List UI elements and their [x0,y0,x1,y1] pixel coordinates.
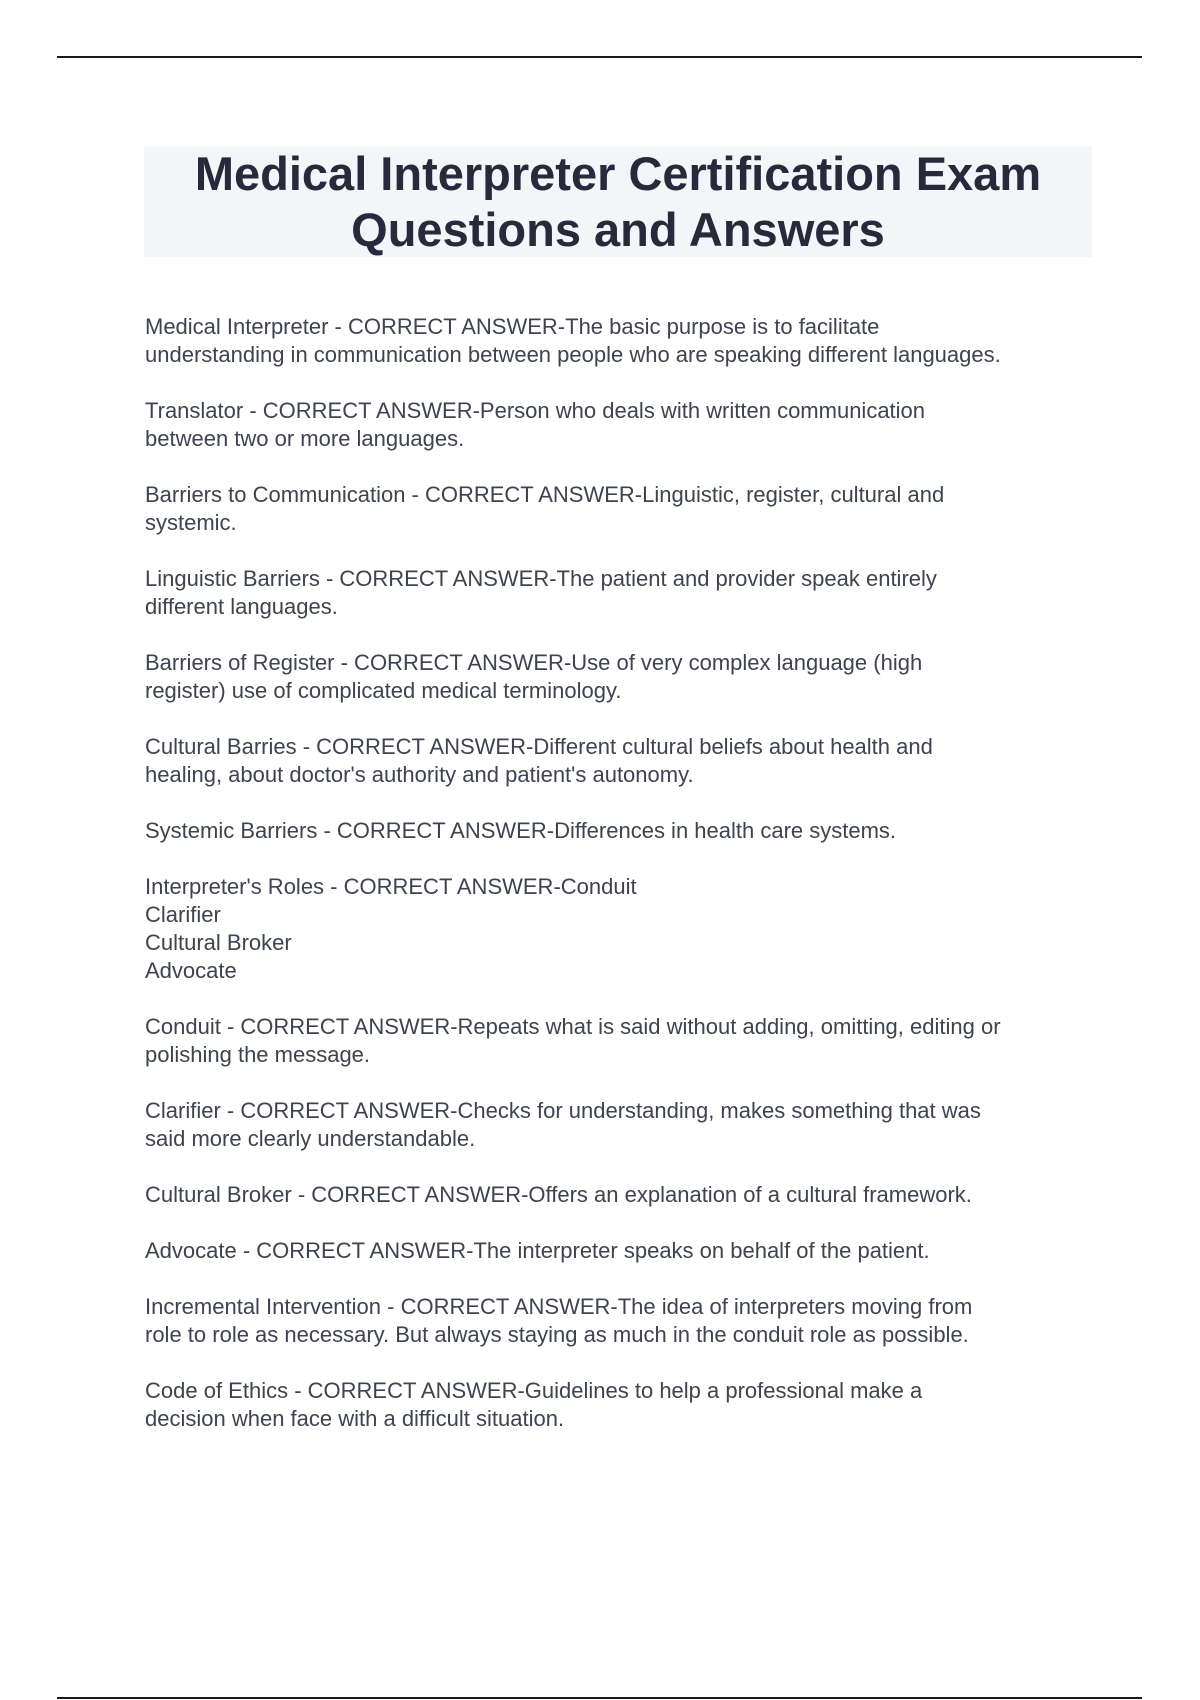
page-title-line-2: Questions and Answers [351,202,885,256]
qa-entry-line: Code of Ethics - CORRECT ANSWER-Guidelines to help a professional make a [145,1378,923,1403]
qa-entry-line: understanding in communication between people who are speaking different languages. [145,342,1001,367]
qa-entry [145,733,1105,789]
title-banner [144,146,1092,257]
qa-entry-line: systemic. [145,510,237,535]
qa-entry [145,1237,1105,1265]
qa-entry-line: Linguistic Barriers - CORRECT ANSWER-The patient and provider speak entirely [145,566,937,591]
qa-entry-line: decision when face with a difficult situation. [145,1406,565,1431]
qa-entry-line: Translator - CORRECT ANSWER-Person who deals with written communication [145,398,926,423]
qa-entry [145,565,1105,621]
qa-list [145,313,1105,1461]
qa-entry-line: Interpreter's Roles - CORRECT ANSWER-Conduit [145,874,637,899]
qa-entry-line: polishing the message. [145,1042,371,1067]
qa-entry-line: Conduit - CORRECT ANSWER-Repeats what is said without adding, omitting, editing or [145,1014,1001,1039]
qa-entry-line: Barriers of Register - CORRECT ANSWER-Use of very complex language (high [145,650,923,675]
qa-entry-line: Clarifier - CORRECT ANSWER-Checks for understanding, makes something that was [145,1098,981,1123]
qa-entry-line: healing, about doctor's authority and patient's autonomy. [145,762,694,787]
qa-entry [145,649,1105,705]
qa-entry-line: Advocate - CORRECT ANSWER-The interpreter speaks on behalf of the patient. [145,1238,930,1263]
qa-entry-line: Medical Interpreter - CORRECT ANSWER-The basic purpose is to facilitate [145,314,880,339]
qa-entry-line: Incremental Intervention - CORRECT ANSWER-The idea of interpreters moving from [145,1294,973,1319]
qa-entry-line: Advocate [145,958,237,983]
qa-entry-line: Systemic Barriers - CORRECT ANSWER-Differences in health care systems. [145,818,897,843]
qa-entry [145,1181,1105,1209]
bottom-rule [57,1697,1142,1699]
qa-entry-line: said more clearly understandable. [145,1126,476,1151]
qa-entry-line: role to role as necessary. But always staying as much in the conduit role as possible. [145,1322,969,1347]
top-rule [57,56,1142,58]
qa-entry [145,1377,1105,1433]
qa-entry [145,313,1105,369]
qa-entry [145,1293,1105,1349]
qa-entry [145,481,1105,537]
qa-entry [145,1013,1105,1069]
qa-entry-line: register) use of complicated medical terminology. [145,678,622,703]
qa-entry [145,873,1105,985]
qa-entry-line: Cultural Broker [145,930,292,955]
qa-entry [145,1097,1105,1153]
qa-entry [145,397,1105,453]
qa-entry-line: Cultural Broker - CORRECT ANSWER-Offers an explanation of a cultural framework. [145,1182,972,1207]
qa-entry-line: Cultural Barries - CORRECT ANSWER-Different cultural beliefs about health and [145,734,933,759]
qa-entry-line: Clarifier [145,902,221,927]
qa-entry-line: different languages. [145,594,338,619]
qa-entry [145,817,1105,845]
qa-entry-line: between two or more languages. [145,426,465,451]
page-title-line-1: Medical Interpreter Certification Exam [194,146,1042,200]
qa-entry-line: Barriers to Communication - CORRECT ANSWER-Linguistic, register, cultural and [145,482,945,507]
